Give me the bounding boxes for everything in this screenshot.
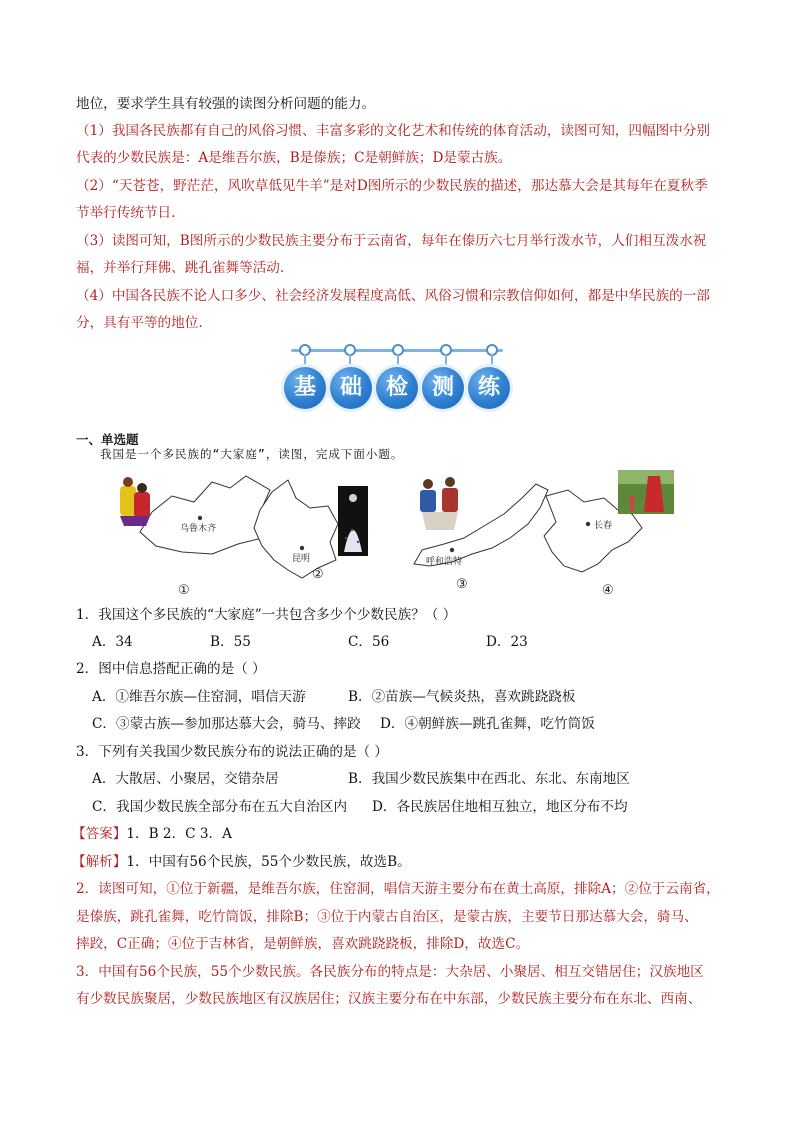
question-intro: 我国是一个多民族的“大家庭”，读图，完成下面小题。 (100, 447, 404, 461)
text-line: 分，具有平等的地位. (76, 315, 203, 331)
city-label: 呼和浩特 (426, 557, 463, 567)
map-number: ② (312, 567, 324, 582)
map-yunnan (254, 480, 368, 582)
q3-option-c[interactable]: C．我国少数民族全部分布在五大自治区内 (92, 799, 348, 815)
banner-char: 练 (468, 367, 510, 409)
text-line: （1）我国各民族都有自己的风俗习惯、丰富多彩的文化艺术和传统的体育活动，读图可知，四幅图中分别 (76, 123, 710, 139)
analysis-line-1 (72, 852, 411, 872)
q2-option-c[interactable]: C．③蒙古族—参加那达慕大会，骑马、摔跤 (92, 716, 361, 732)
uyghur-dancers-image (120, 477, 150, 526)
banner-char: 础 (330, 367, 372, 409)
q1-option-c[interactable]: C．56 (348, 634, 390, 650)
q1-option-b[interactable]: B．55 (210, 634, 251, 650)
text-line: 地位，要求学生具有较强的读图分析问题的能力。 (76, 96, 376, 112)
analysis-line: 是傣族，跳孔雀舞，吃竹筒饭，排除B；③位于内蒙古自治区，是蒙古族，主要节日那达慕大会，骑马、 (76, 909, 698, 925)
map-number: ④ (602, 583, 614, 598)
q2-option-b[interactable]: B．②苗族—气候炎热，喜欢跳跷跷板 (348, 689, 576, 705)
q2-option-d[interactable]: D．④朝鲜族—跳孔雀舞，吃竹筒饭 (380, 716, 595, 732)
analysis-label: 【解析】 (72, 854, 127, 870)
text-line: 福，并举行拜佛、跳孔雀舞等活动. (76, 260, 285, 276)
banner-char: 检 (376, 367, 418, 409)
text-line: （3）读图可知，B图所示的少数民族主要分布于云南省，每年在傣历六七月举行泼水节，人们相互泼水祝 (76, 233, 707, 249)
mongol-wrestlers-image (420, 477, 458, 530)
analysis-line: 有少数民族聚居，少数民族地区有汉族居住；汉族主要分布在中东部，少数民族主要分布在东北、西南、 (76, 991, 702, 1007)
answer-line (72, 824, 232, 844)
q1-option-d[interactable]: D．23 (486, 634, 528, 650)
map-inner-mongolia (414, 477, 548, 592)
province-maps-figure (112, 468, 692, 600)
city-label: 昆明 (292, 554, 311, 564)
text-line: （4）中国各民族不论人口多少、社会经济发展程度高低、风俗习惯和宗教信仰如何，都是中华民族的一部 (76, 288, 710, 304)
korean-swing-image (618, 470, 674, 514)
dai-peacock-dancer-image (338, 486, 368, 556)
banner-char: 测 (422, 367, 464, 409)
map-number: ③ (456, 577, 468, 592)
text-line: 代表的少数民族是：A是维吾尔族，B是傣族；C是朝鲜族；D是蒙古族。 (76, 150, 512, 166)
map-number: ① (178, 583, 190, 598)
q3-option-d[interactable]: D．各民族居住地相互独立，地区分布不均 (372, 799, 628, 815)
answer-text: 1．B 2．C 3．A (126, 826, 232, 842)
q3-option-b[interactable]: B．我国少数民族集中在西北、东北、东南地区 (348, 771, 630, 787)
analysis-line: 摔跤，C正确；④位于吉林省，是朝鲜族，喜欢跳跷跷板，排除D，故选C。 (76, 936, 530, 952)
city-label: 长春 (594, 521, 613, 531)
analysis-line: 2．读图可知，①位于新疆，是维吾尔族，住窑洞，唱信天游主要分布在黄土高原，排除A；②位于云南省， (76, 881, 720, 897)
analysis-line: 3．中国有56个民族，55个少数民族。各民族分布的特点是：大杂居、小聚居、相互交错居住；汉族地区 (76, 964, 704, 980)
question-1-stem: 1．我国这个多民族的“大家庭”一共包含多少个少数民族？（ ） (76, 607, 457, 623)
answer-label: 【答案】 (72, 826, 127, 842)
analysis-text: 1．中国有56个民族，55个少数民族，故选B。 (126, 854, 411, 870)
q1-option-a[interactable]: A．34 (92, 634, 133, 650)
question-3-stem: 3．下列有关我国少数民族分布的说法正确的是（ ） (76, 744, 389, 760)
banner-char: 基 (284, 367, 326, 409)
q3-option-a[interactable]: A．大散居、小聚居，交错杂居 (92, 771, 279, 787)
question-2-stem: 2．图中信息搭配正确的是（ ） (76, 661, 266, 677)
map-jilin (544, 470, 674, 598)
city-label: 乌鲁木齐 (180, 524, 217, 534)
text-line: （2）“天苍苍，野茫茫，风吹草低见牛羊”是对D图所示的少数民族的描述，那达慕大会是其每年在夏秋季 (76, 178, 708, 194)
text-line: 节举行传统节日. (76, 205, 176, 221)
maps-svg (112, 468, 692, 600)
map-xinjiang (120, 476, 280, 598)
section-title: 一、单选题 (76, 432, 139, 447)
q2-option-a[interactable]: A．①维吾尔族—住窑洞，唱信天游 (92, 689, 306, 705)
